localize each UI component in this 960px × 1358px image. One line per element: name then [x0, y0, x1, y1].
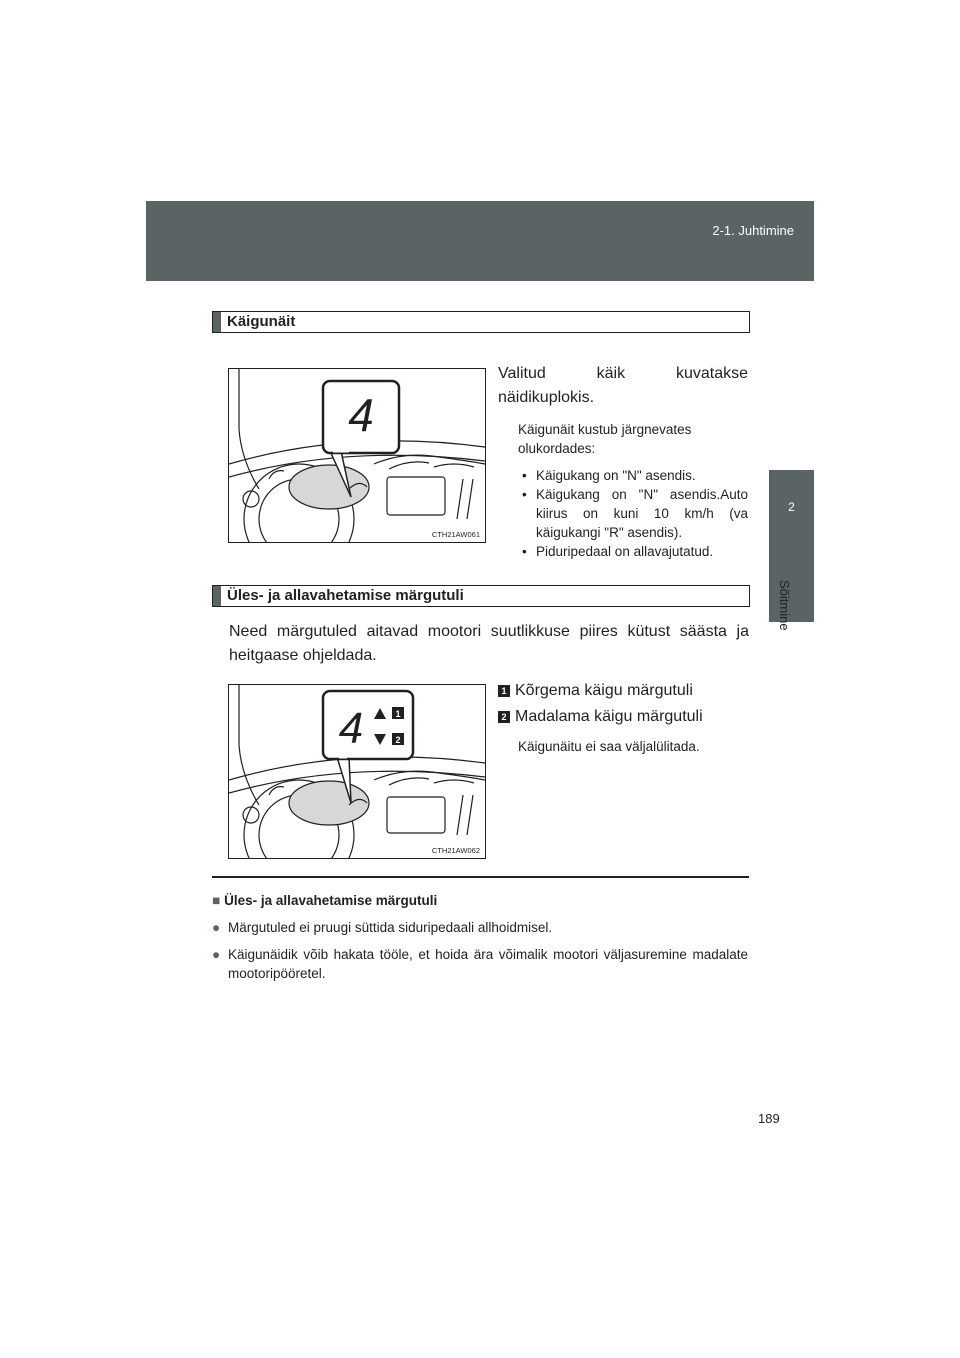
legend-item-downshift: [498, 706, 703, 728]
circle-bullet-icon: ●: [212, 947, 221, 962]
chapter-label: Sõitmine: [777, 580, 792, 631]
note-text: Märgutuled ei pruugi süttida siduripedaali allhoidmisel.: [228, 920, 553, 935]
callout-1-number: 1: [395, 709, 401, 719]
gear-indicator-description: Valitud käik kuvatakse näidikuplokis.: [498, 365, 748, 406]
figure-code: CTH21AW062: [431, 846, 480, 855]
section-title: Käigunäit: [227, 313, 296, 330]
gear-digit: 4: [338, 704, 364, 753]
gear-indicator-note: Käigunäit kustub järgnevates olukordades:: [518, 422, 692, 456]
note-text: Käigunäidik võib hakata tööle, et hoida ära võimalik mootori väljasuremine madalate mootoripööretel.: [228, 947, 748, 981]
shift-indicator-illustration: [228, 684, 486, 859]
note-item: [212, 945, 748, 983]
legend-item-upshift: [498, 680, 693, 702]
gear-digit: 4: [348, 389, 374, 441]
header-band: [146, 201, 814, 281]
shift-indicator-intro: Need märgutuled aitavad mootori suutlikkuse piires kütust säästa ja heitgaase ohjeldada.: [229, 623, 749, 664]
gear-indicator-illustration: [228, 368, 486, 543]
legend-label: Madalama käigu märgutuli: [515, 708, 703, 725]
circle-bullet-icon: ●: [212, 920, 221, 935]
section-header: 2-1. Juhtimine: [712, 223, 794, 238]
notes-title: Üles- ja allavahetamise märgutuli: [224, 893, 438, 908]
shift-indicator-note: Käigunäitu ei saa väljalülitada.: [518, 739, 700, 754]
dashboard-drawing: [229, 685, 485, 858]
page-number: 189: [758, 1111, 780, 1126]
section-divider: [212, 876, 749, 878]
legend-number: 2: [498, 711, 510, 723]
bullet-item: • Piduripedaal on allavajutatud.: [518, 542, 748, 561]
section-heading-shift-indicator: [212, 585, 750, 607]
bullet-item: • Käigukang on "N" asendis.Auto kiirus on kuni 10 km/h (va käigukangi "R" asendis).: [518, 485, 748, 542]
gear-indicator-bullets: [518, 466, 748, 561]
chapter-number: 2: [788, 500, 795, 514]
legend-label: Kõrgema käigu märgutuli: [515, 682, 693, 699]
dashboard-drawing: [229, 369, 485, 542]
bullet-item: • Käigukang on "N" asendis.: [518, 466, 748, 485]
heading-bar: [213, 312, 221, 332]
notes-heading: [212, 893, 437, 908]
section-title: Üles- ja allavahetamise märgutuli: [227, 587, 464, 604]
figure-code: CTH21AW061: [431, 530, 480, 539]
section-heading-gear-indicator: [212, 311, 750, 333]
legend-number: 1: [498, 685, 510, 697]
heading-bar: [213, 586, 221, 606]
square-bullet-icon: ■: [212, 893, 221, 908]
note-item: [212, 918, 748, 937]
callout-2-number: 2: [395, 735, 401, 745]
